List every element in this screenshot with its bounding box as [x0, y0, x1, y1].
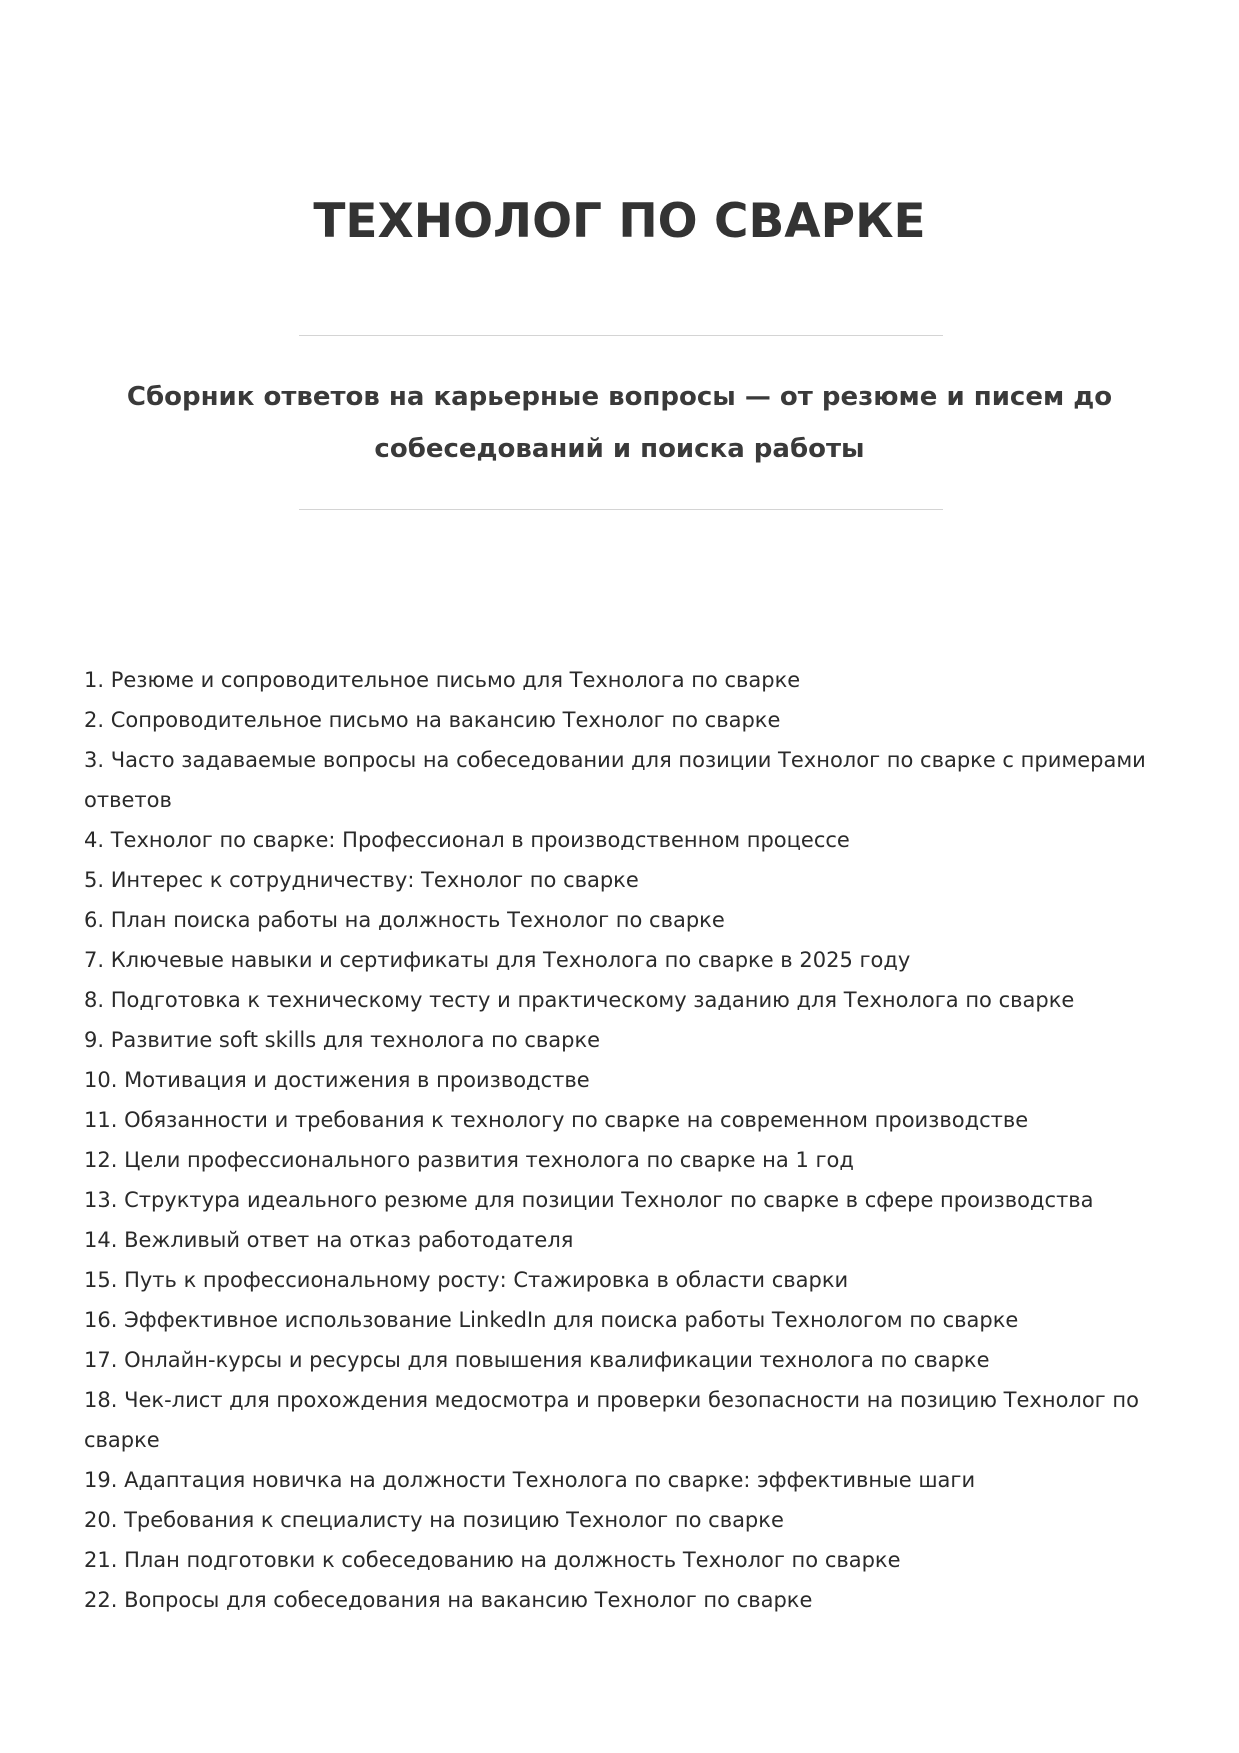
toc-item: 6. План поиска работы на должность Технолог по сварке: [84, 908, 725, 932]
toc-item: 7. Ключевые навыки и сертификаты для Технолога по сварке в 2025 году: [84, 948, 911, 972]
toc-item: 12. Цели профессионального развития технолога по сварке на 1 год: [84, 1148, 854, 1172]
toc-item: 3. Часто задаваемые вопросы на собеседовании для позиции Технолог по сварке с примерами ответов: [84, 748, 1146, 812]
toc-item: 13. Структура идеального резюме для позиции Технолог по сварке в сфере производства: [84, 1188, 1094, 1212]
toc-item: 22. Вопросы для собеседования на вакансию Технолог по сварке: [84, 1588, 813, 1612]
toc-item: 1. Резюме и сопроводительное письмо для Технолога по сварке: [84, 668, 801, 692]
toc-item: 17. Онлайн-курсы и ресурсы для повышения квалификации технолога по сварке: [84, 1348, 990, 1372]
bottom-divider: [299, 509, 943, 510]
toc-item: 21. План подготовки к собеседованию на должность Технолог по сварке: [84, 1548, 901, 1572]
toc-item: 2. Сопроводительное письмо на вакансию Технолог по сварке: [84, 708, 781, 732]
toc-item: 8. Подготовка к техническому тесту и практическому заданию для Технолога по сварке: [84, 988, 1075, 1012]
toc-item: 16. Эффективное использование LinkedIn для поиска работы Технологом по сварке: [84, 1308, 1019, 1332]
toc-item: 20. Требования к специалисту на позицию Технолог по сварке: [84, 1508, 784, 1532]
toc-item: 9. Развитие soft skills для технолога по сварке: [84, 1028, 601, 1052]
toc-item: 14. Вежливый ответ на отказ работодателя: [84, 1228, 574, 1252]
toc-item: 15. Путь к профессиональному росту: Стажировка в области сварки: [84, 1268, 849, 1292]
toc-item: 18. Чек-лист для прохождения медосмотра и проверки безопасности на позицию Технолог по сварке: [84, 1388, 1139, 1452]
document-title: ТЕХНОЛОГ ПО СВАРКЕ: [313, 194, 926, 249]
document-subtitle: Сборник ответов на карьерные вопросы — от резюме и писем до собеседований и поиска работы: [126, 382, 1113, 464]
toc-item: 5. Интерес к сотрудничеству: Технолог по сварке: [84, 868, 639, 892]
toc-item: 10. Мотивация и достижения в производстве: [84, 1068, 590, 1092]
table-of-contents: [84, 660, 1174, 1620]
toc-item: 11. Обязанности и требования к технологу по сварке на современном производстве: [84, 1108, 1029, 1132]
top-divider: [299, 335, 943, 336]
toc-item: 19. Адаптация новичка на должности Технолога по сварке: эффективные шаги: [84, 1468, 976, 1492]
toc-item: 4. Технолог по сварке: Профессионал в производственном процессе: [84, 828, 850, 852]
